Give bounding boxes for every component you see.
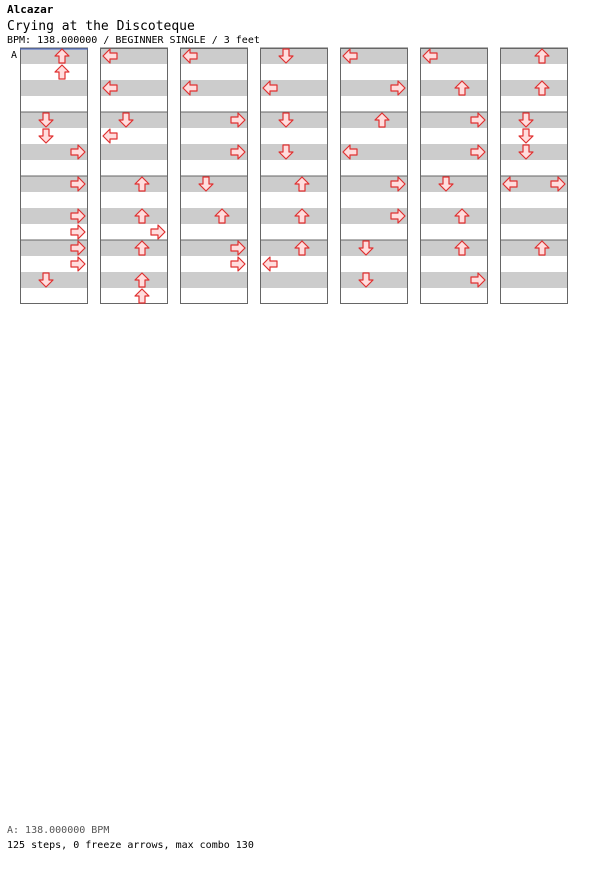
beat-stripe [100,272,168,288]
beat-stripe [500,48,568,64]
beat-stripe [260,112,328,128]
beat-stripe [260,144,328,160]
beat-stripe [180,208,248,224]
beat-stripe [260,208,328,224]
beat-stripe [260,48,328,64]
beat-stripe [180,272,248,288]
beat-stripe [100,208,168,224]
beat-stripe [340,112,408,128]
beat-stripe [20,112,88,128]
beat-stripe [340,272,408,288]
beat-stripe [340,240,408,256]
beat-stripe [500,112,568,128]
beat-stripe [420,240,488,256]
bpm-footer: A: 138.000000 BPM [7,825,110,836]
chart-meta: BPM: 138.000000 / BEGINNER SINGLE / 3 feet [7,35,260,46]
artist-name: Alcazar [7,3,54,16]
beat-stripe [420,80,488,96]
bpm-marker-label: A [11,50,18,61]
beat-stripe [260,176,328,192]
chart-stats: 125 steps, 0 freeze arrows, max combo 130 [7,840,254,851]
beat-stripe [260,240,328,256]
beat-stripe [420,208,488,224]
beat-stripe [420,176,488,192]
beat-stripe [20,272,88,288]
beat-stripe [100,144,168,160]
beat-stripe [500,208,568,224]
beat-stripe [100,240,168,256]
beat-stripe [500,144,568,160]
beat-stripe [500,240,568,256]
song-title: Crying at the Discoteque [7,19,195,34]
beat-stripe [500,80,568,96]
beat-stripe [20,80,88,96]
beat-stripe [500,272,568,288]
beat-stripe [260,272,328,288]
beat-stripe [100,176,168,192]
beat-stripe [100,112,168,128]
beat-stripe [180,176,248,192]
beat-stripe [20,48,88,64]
